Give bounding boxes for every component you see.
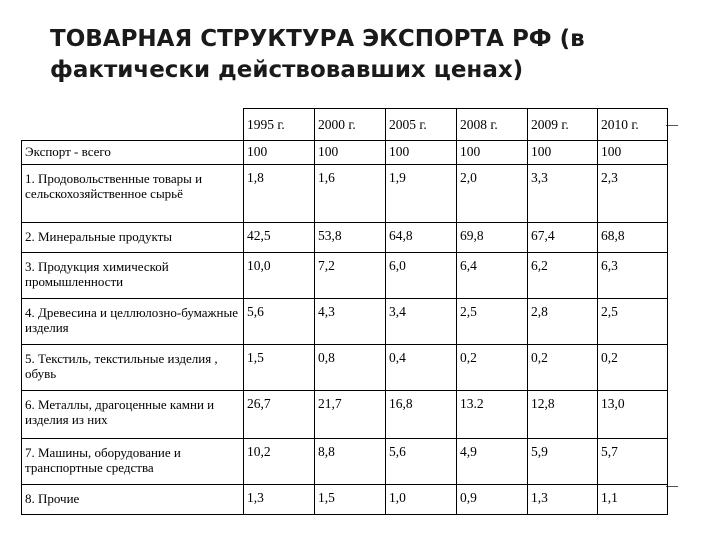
table-cell: 2,0 xyxy=(457,165,528,223)
table-cell: 13,0 xyxy=(598,391,668,439)
table-cell: 21,7 xyxy=(315,391,386,439)
table-cell: 5,7 xyxy=(598,439,668,485)
table-cell: 8,8 xyxy=(315,439,386,485)
table-cell: 0,4 xyxy=(386,345,457,391)
row-label: 4. Древесина и целлюлозно-бумажные изделия xyxy=(22,299,244,345)
column-header: 1995 г. xyxy=(244,109,315,141)
table-row xyxy=(22,485,668,515)
column-header: 2010 г. xyxy=(598,109,668,141)
table-cell: 1,3 xyxy=(528,485,598,515)
table-row xyxy=(22,141,668,165)
table-cell: 2,5 xyxy=(457,299,528,345)
row-label: 2. Минеральные продукты xyxy=(22,223,244,253)
table-cell: 0,2 xyxy=(528,345,598,391)
table-cell: 0,9 xyxy=(457,485,528,515)
table-row xyxy=(22,299,668,345)
column-header: 2000 г. xyxy=(315,109,386,141)
table-cell: 1,5 xyxy=(315,485,386,515)
table-cell: 6,4 xyxy=(457,253,528,299)
table-cell: 1,5 xyxy=(244,345,315,391)
column-header: 2005 г. xyxy=(386,109,457,141)
table-cell: 1,8 xyxy=(244,165,315,223)
table-cell: 1,6 xyxy=(315,165,386,223)
table-row xyxy=(22,165,668,223)
row-label: 3. Продукция химической промышленности xyxy=(22,253,244,299)
table-cell: 69,8 xyxy=(457,223,528,253)
table-cell: 100 xyxy=(315,141,386,165)
page-title: ТОВАРНАЯ СТРУКТУРА ЭКСПОРТА РФ (в фактически действовавших ценах) xyxy=(50,26,585,83)
table-row xyxy=(22,253,668,299)
table-cell: 42,5 xyxy=(244,223,315,253)
table-cell: 5,6 xyxy=(386,439,457,485)
row-label: 6. Металлы, драгоценные камни и изделия из них xyxy=(22,391,244,439)
table-cell: 12,8 xyxy=(528,391,598,439)
table-row xyxy=(22,439,668,485)
table-cell: 100 xyxy=(528,141,598,165)
row-label: 8. Прочие xyxy=(22,485,244,515)
table-cell: 100 xyxy=(457,141,528,165)
table-cell: 10,2 xyxy=(244,439,315,485)
table-cell: 68,8 xyxy=(598,223,668,253)
table-cell: 16,8 xyxy=(386,391,457,439)
row-label: Экспорт - всего xyxy=(22,141,244,165)
table-cell: 0,2 xyxy=(457,345,528,391)
table-cell: 5,9 xyxy=(528,439,598,485)
table-cell: 1,3 xyxy=(244,485,315,515)
table-cell: 13.2 xyxy=(457,391,528,439)
table-cell: 1,0 xyxy=(386,485,457,515)
table-row xyxy=(22,391,668,439)
table-cell: 67,4 xyxy=(528,223,598,253)
export-structure-table xyxy=(21,108,668,515)
row-label: 7. Машины, оборудование и транспортные средства xyxy=(22,439,244,485)
table-header-row xyxy=(22,109,668,141)
table-cell: 53,8 xyxy=(315,223,386,253)
table-cell: 100 xyxy=(244,141,315,165)
table-cell: 4,3 xyxy=(315,299,386,345)
table-cell: 3,4 xyxy=(386,299,457,345)
table-cell: 2,3 xyxy=(598,165,668,223)
row-label: 1. Продовольственные товары и сельскохозяйственное сырьё xyxy=(22,165,244,223)
column-header: 2009 г. xyxy=(528,109,598,141)
table-cell: 2,5 xyxy=(598,299,668,345)
table-row xyxy=(22,223,668,253)
row-label: 5. Текстиль, текстильные изделия , обувь xyxy=(22,345,244,391)
column-header: 2008 г. xyxy=(457,109,528,141)
table-cell: 26,7 xyxy=(244,391,315,439)
table-cell: 5,6 xyxy=(244,299,315,345)
table-cell: 0,2 xyxy=(598,345,668,391)
table-cell: 1,1 xyxy=(598,485,668,515)
table-cell: 100 xyxy=(598,141,668,165)
table-row xyxy=(22,345,668,391)
header-corner-cell xyxy=(22,109,244,141)
table-cell: 6,3 xyxy=(598,253,668,299)
table-cell: 4,9 xyxy=(457,439,528,485)
table-cell: 100 xyxy=(386,141,457,165)
table-cell: 1,9 xyxy=(386,165,457,223)
table-cell: 6,2 xyxy=(528,253,598,299)
table-cell: 7,2 xyxy=(315,253,386,299)
table-cell: 0,8 xyxy=(315,345,386,391)
table-cell: 10,0 xyxy=(244,253,315,299)
table-cell: 6,0 xyxy=(386,253,457,299)
table-cell: 64,8 xyxy=(386,223,457,253)
table-cell: 2,8 xyxy=(528,299,598,345)
table-cell: 3,3 xyxy=(528,165,598,223)
